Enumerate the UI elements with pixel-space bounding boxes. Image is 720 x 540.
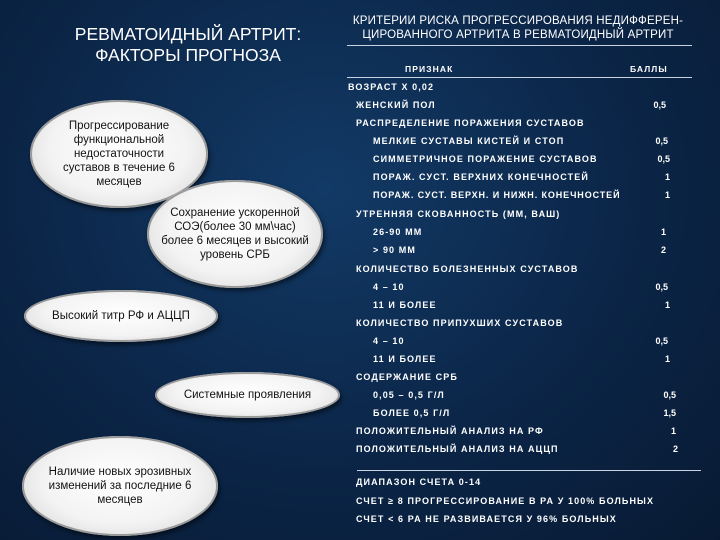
factor-text: Системные проявления xyxy=(183,389,312,401)
criteria-title xyxy=(338,14,698,42)
criterion-points: 0,5 xyxy=(655,136,668,146)
factor-text: недостаточности xyxy=(73,148,165,160)
factor-text: Прогрессирование xyxy=(68,120,170,132)
factor-text: Наличие новых эрозивных xyxy=(48,466,192,478)
criterion-points: 1 xyxy=(664,300,670,310)
factor-text: Сохранение ускоренной xyxy=(170,207,300,219)
criterion-points: 0,5 xyxy=(657,154,670,164)
criterion-label: СИММЕТРИЧНОЕ ПОРАЖЕНИЕ СУСТАВОВ xyxy=(373,154,598,164)
criterion-label: 4 – 10 xyxy=(373,336,405,346)
factor-ellipse-esr xyxy=(147,180,323,288)
factor-ellipse-rf xyxy=(24,290,218,342)
criterion-points: 1 xyxy=(670,426,676,436)
criterion-points: 1,5 xyxy=(663,408,676,418)
column-header-points: БАЛЛЫ xyxy=(630,64,668,74)
criterion-group-label: СОДЕРЖАНИЕ СРБ xyxy=(356,372,458,382)
criterion-group-label: КОЛИЧЕСТВО ПРИПУХШИХ СУСТАВОВ xyxy=(356,318,564,328)
factor-text: изменений за последние 6 xyxy=(48,480,192,492)
criterion-label: 11 И БОЛЕЕ xyxy=(373,354,437,364)
score-low: СЧЕТ < 6 РА НЕ РАЗВИВАЕТСЯ У 96% БОЛЬНЫХ xyxy=(356,514,617,524)
criterion-points: 2 xyxy=(660,245,666,255)
summary-divider xyxy=(357,470,701,471)
criterion-group-label: КОЛИЧЕСТВО БОЛЕЗНЕННЫХ СУСТАВОВ xyxy=(356,264,579,274)
score-range: ДИАПАЗОН СЧЕТА 0-14 xyxy=(356,477,482,487)
criterion-label: ПОРАЖ. СУСТ. ВЕРХН. И НИЖН. КОНЕЧНОСТЕЙ xyxy=(373,190,621,200)
criterion-label: > 90 ММ xyxy=(373,245,416,255)
criterion-points: 2 xyxy=(672,444,678,454)
factor-text: месяцев xyxy=(97,494,143,506)
criterion-label: ПОРАЖ. СУСТ. ВЕРХНИХ КОНЕЧНОСТЕЙ xyxy=(373,172,589,182)
criterion-label: 26-90 ММ xyxy=(373,227,423,237)
score-high: СЧЕТ ≥ 8 ПРОГРЕССИРОВАНИЕ В РА У 100% БОЛЬНЫХ xyxy=(356,496,655,506)
factor-text: Высокий титр РФ и АЦЦП xyxy=(52,310,190,322)
left-title-line-2: ФАКТОРЫ ПРОГНОЗА xyxy=(95,45,281,65)
factor-text: уровень СРБ xyxy=(200,249,270,261)
criterion-label: 11 И БОЛЕЕ xyxy=(373,300,437,310)
criterion-label: МЕЛКИЕ СУСТАВЫ КИСТЕЙ И СТОП xyxy=(373,136,565,146)
left-title xyxy=(38,24,338,66)
criterion-label: ВОЗРАСТ Х 0,02 xyxy=(348,82,435,92)
criterion-label: ЖЕНСКИЙ ПОЛ xyxy=(356,100,436,110)
criterion-points: 1 xyxy=(660,227,666,237)
factor-text: более 6 месяцев и высокий xyxy=(161,235,309,247)
criterion-label: ПОЛОЖИТЕЛЬНЫЙ АНАЛИЗ НА РФ xyxy=(356,426,544,436)
criterion-points: 0,5 xyxy=(653,100,666,110)
criterion-points: 1 xyxy=(664,190,670,200)
criterion-label: ПОЛОЖИТЕЛЬНЫЙ АНАЛИЗ НА АЦЦП xyxy=(356,444,559,454)
criterion-label: 0,05 – 0,5 Г/Л xyxy=(373,390,445,400)
criterion-label: 4 – 10 xyxy=(373,282,405,292)
factor-text: функциональной xyxy=(73,134,165,146)
factor-text: СОЭ(более 30 мм\час) xyxy=(174,221,296,233)
criteria-title-line-1: КРИТЕРИИ РИСКА ПРОГРЕССИРОВАНИЯ НЕДИФФЕРЕН- xyxy=(352,15,684,27)
criterion-label: БОЛЕЕ 0,5 Г/Л xyxy=(373,408,451,418)
criteria-title-line-2: ЦИРОВАННОГО АРТРИТА В РЕВМАТОИДНЫЙ АРТРИТ xyxy=(362,29,674,41)
criterion-points: 1 xyxy=(664,354,670,364)
criterion-points: 0,5 xyxy=(655,282,668,292)
criterion-group-label: РАСПРЕДЕЛЕНИЕ ПОРАЖЕНИЯ СУСТАВОВ xyxy=(356,118,585,128)
factor-ellipse-erosions xyxy=(22,436,218,536)
criterion-points: 1 xyxy=(664,172,670,182)
column-header-feature: ПРИЗНАК xyxy=(405,64,454,74)
criterion-points: 0,5 xyxy=(655,336,668,346)
left-title-line-1: РЕВМАТОИДНЫЙ АРТРИТ: xyxy=(74,24,302,44)
factor-text: месяцев xyxy=(96,176,142,188)
criterion-points: 0,5 xyxy=(663,390,676,400)
criterion-group-label: УТРЕННЯЯ СКОВАННОСТЬ (ММ, ВАШ) xyxy=(356,209,561,219)
header-divider-top xyxy=(347,45,692,46)
header-divider-bottom xyxy=(347,77,692,78)
factor-ellipse-systemic xyxy=(155,372,340,418)
factor-text: суставов в течение 6 xyxy=(63,162,175,174)
